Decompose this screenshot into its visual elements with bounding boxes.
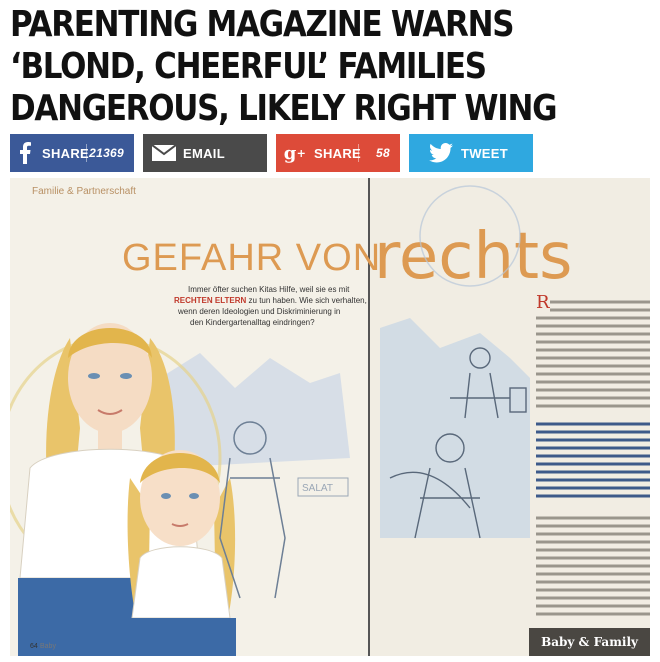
intro-line-4: den Kindergartenalltag eindringen? [190,318,315,327]
share-bar [10,134,650,172]
magazine-spread-image [10,178,650,656]
mother-neck [98,428,122,452]
mother-eye-left [88,373,100,379]
intro-highlight: RECHTEN ELTERN [174,296,247,305]
child-shirt [132,547,230,618]
twitter-tweet-label: TWEET [461,145,508,161]
child-skirt [128,618,236,656]
twitter-share-button[interactable] [409,134,533,172]
intro-line-2 [174,296,367,305]
googleplus-share-button[interactable] [276,134,400,172]
email-share-label: EMAIL [183,145,225,161]
twitter-bird-icon [427,143,455,163]
facebook-icon [14,142,36,164]
title-right: rechts [374,220,573,294]
article-headline: PARENTING MAGAZINE WARNS ‘BLOND, CHEERFUL’ FAMILIES DANGEROUS, LIKELY RIGHT WING [10,4,557,129]
page-brand-left: Baby [40,643,56,650]
child-eye-right [189,493,199,499]
facebook-share-label: SHARE [42,145,90,161]
drop-cap: R [536,292,550,313]
child-eye-left [161,493,171,499]
divider [358,144,359,162]
googleplus-share-count: 58 [376,146,390,160]
magazine-spread-illustration [10,178,650,656]
intro-line-1: Immer öfter suchen Kitas Hilfe, weil sie es mit [188,285,350,294]
title-left: GEFAHR VON [122,237,382,279]
divider [86,144,87,162]
sign-text: SALAT [302,483,333,494]
envelope-icon [151,145,177,161]
facebook-share-button[interactable] [10,134,134,172]
intro-line-3: wenn deren Ideologien und Diskriminierung in [178,307,341,316]
section-heading: Familie & Partnerschaft [32,186,136,197]
email-share-button[interactable] [143,134,267,172]
intro-line-2-rest: zu tun haben. Wie sich verhalten, [246,296,367,305]
mother-eye-right [120,373,132,379]
googleplus-share-label: SHARE [314,145,362,161]
image-caption-tag: Baby & Family [529,628,650,656]
facebook-share-count: 21369 [89,146,124,160]
google-plus-icon: g + [283,142,307,164]
page-number-left: 64 [30,643,38,650]
